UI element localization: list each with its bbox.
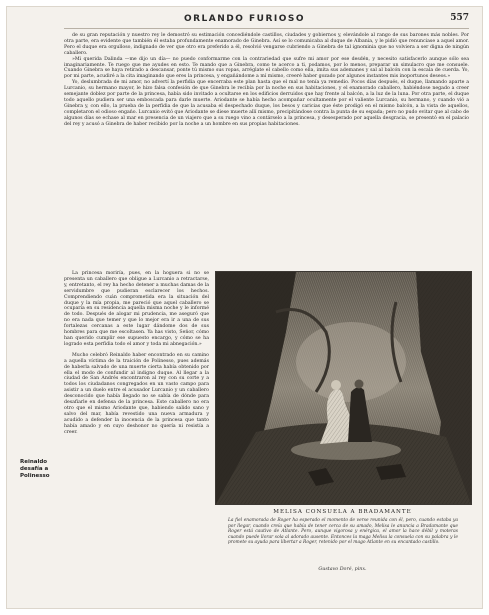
paragraph: La princesa moriría, pues, en la hoguera si no se presenta un caballero que obligue a Lurcanio a retractarse, y, entretanto, el rey ha hecho detener a muchas damas de la servidumbre que pudieran esclarecer los hechos. Comprendiendo cuán comprometida era la situación del duque y la mía propia, me pareció que aquel caballero se ocuparía en su residencia aquella misma noche y le informé de todo. Después de alogar mi prudencia, me aseguró que no era nada que temer y que lo mejor era ir a una de sus fortalezas cercanas a este lugar dándome dos de sus hombres para que me escoltasen. Ya has visto, Señor, cómo han querido cumplir ese supuesto encargo, y cómo se ha logrado esta perfidia todo el amor y toda mi abnegación.» bbox=[64, 271, 209, 347]
paragraph: de su gran reputación y nuestro rey le demostró su estimación concediéndole castillos, ciudades y gobiernos y, elevándole al rango de sus barones más nobles. Por otra parte, era evidente que también él estaba profundamente enamorado de Ginebra. Así se lo comunicaba al duque de Albania, y le pidió que renunciase a aquel amor. Pero el duque era orgulloso, indignado de ver que otro era preferido a él, resolvió vengarse cubriendo a Ginebra de tal ignominia que no volviera a ser digna de ningún caballero. bbox=[64, 33, 469, 56]
body-text-top bbox=[64, 33, 469, 128]
engraving-drawing bbox=[216, 272, 471, 504]
caption-credit: Gustavo Doré, pinx. bbox=[318, 567, 367, 572]
paragraph: Mucho celebró Reinaldo haber encontrado en su camino a aquella víctima de la traición de Polinesso, pues además de haberla salvado de una muerte cierta había obtenido por ella el modo de confundir al indigno duque. Al llegar a la ciudad de San Andrés encontraron al rey con su corte y a todos los ciudadanos congregados en un vasto campo para asistir a un duelo entre el acusador Lurcanio y un caballero desconocido que había llegado no se sabía de dónde para desafiarle en defensa de la princesa. Este caballero no era otro que el mismo Ariodante que, habiendo salido sano y salvo del mar, había revestido una nueva armadura y acudido a defender la inocencia de la princesa que tanto había amado y en cuyo deshonor no quería ni resistía a creer. bbox=[64, 352, 209, 435]
header-rule bbox=[64, 28, 469, 29]
running-header-title: ORLANDO FURIOSO bbox=[183, 14, 306, 24]
book-page bbox=[6, 6, 483, 609]
caption-title: MELISA CONSUELA A BRADAMANTE bbox=[273, 509, 412, 515]
marginal-note: Reinaldo desafía a Polinesso bbox=[20, 459, 50, 479]
page-number: 557 bbox=[450, 13, 469, 23]
caption-text: La fiel enamorada de Roger ha esperado el momento de verse reunida con él, pero, cuando estaba ya por llegar, cuando creía que había de tener cerca de su amado, Melisa le anuncia a Bradamante que Roger está cautivo de Atlante. Pero, aunque vigorosa y enérgica, el amor la hace débil y moteras cuando puede llorar sola al adorado ausente. Entonces la maga Melisa la consuela con su palabra y le promete su ayuda para libertar a Roger, retenido por el mago Atlante en su encantado castillo. bbox=[228, 518, 458, 545]
body-text-left-column bbox=[64, 271, 209, 435]
paragraph: »Mi querida Dalinda —me dijo un día— no puedo conformarme con la contrariedad que sufre mi amor por ese desdén, y necesito satisfacerlo aunque sólo sea imaginariamente. Te ruego que me ayudes en esto. Te mando que a Ginebra, como te acerco a ti, podamos, por lo menos, preparar un simulacro que me consuele. Cuando Ginebra se haya retirado a descansar, ponte tú mismo sus ropas, arréglate el cabello como ella, imita sus ademanes y sal al balcón con la escala de cuerda. Yo, por mi parte, acudiré a la cita imaginando que eres la princesa, y engañándome a mí mismo, creeré haber gozado por algunos instantes mis inoportunos deseos.» bbox=[64, 56, 469, 80]
engraving-illustration bbox=[215, 271, 472, 505]
paragraph: Yo, deslumbrada de mi amor, no advertí la perfidia que encerraba este plan hasta que el mal no tenía ya remedio. Pocos días después, el duque, llamando aparte a Lurcanio, su hermano mayor, le hizo falsa confesión de que Ginebra le recibía por la noche en sus habitaciones, y el enamorado caballero, habiéndose negado a creer semejante doblez por parte de la princesa, había sido invitado a ocultarse en los edificios derruidos que hay frente al balcón, a la luz de la luna. Por otra parte, el duque todo aquello pudiera ser una emboscada para darle muerte. Ariodante se había hecho acompañar ocultamente por el valiente Lurcanio, su hermano, y cuando vió a Ginebra y, con ello, la prueba de la perfidia de que la acusaba el despechado duque, los besos y caricias que éste prodigó en el mismo balcón, a la vista de aquellos, completaron el odioso engaño. Lurcanio evitó que Ariodante se diese muerte allí mismo, precipitándose contra la punta de su espada; pero no pudo evitar que al cabo de algunos días se echase al mar en presencia de un viajero que a su ruego vino a contárselo a la princesa, y desesperado por aquella desgracia, se presentó en el palacio del rey y acusó a Ginebra de haber recibido por la noche a un hombre en sus propias habitaciones. bbox=[64, 80, 469, 127]
